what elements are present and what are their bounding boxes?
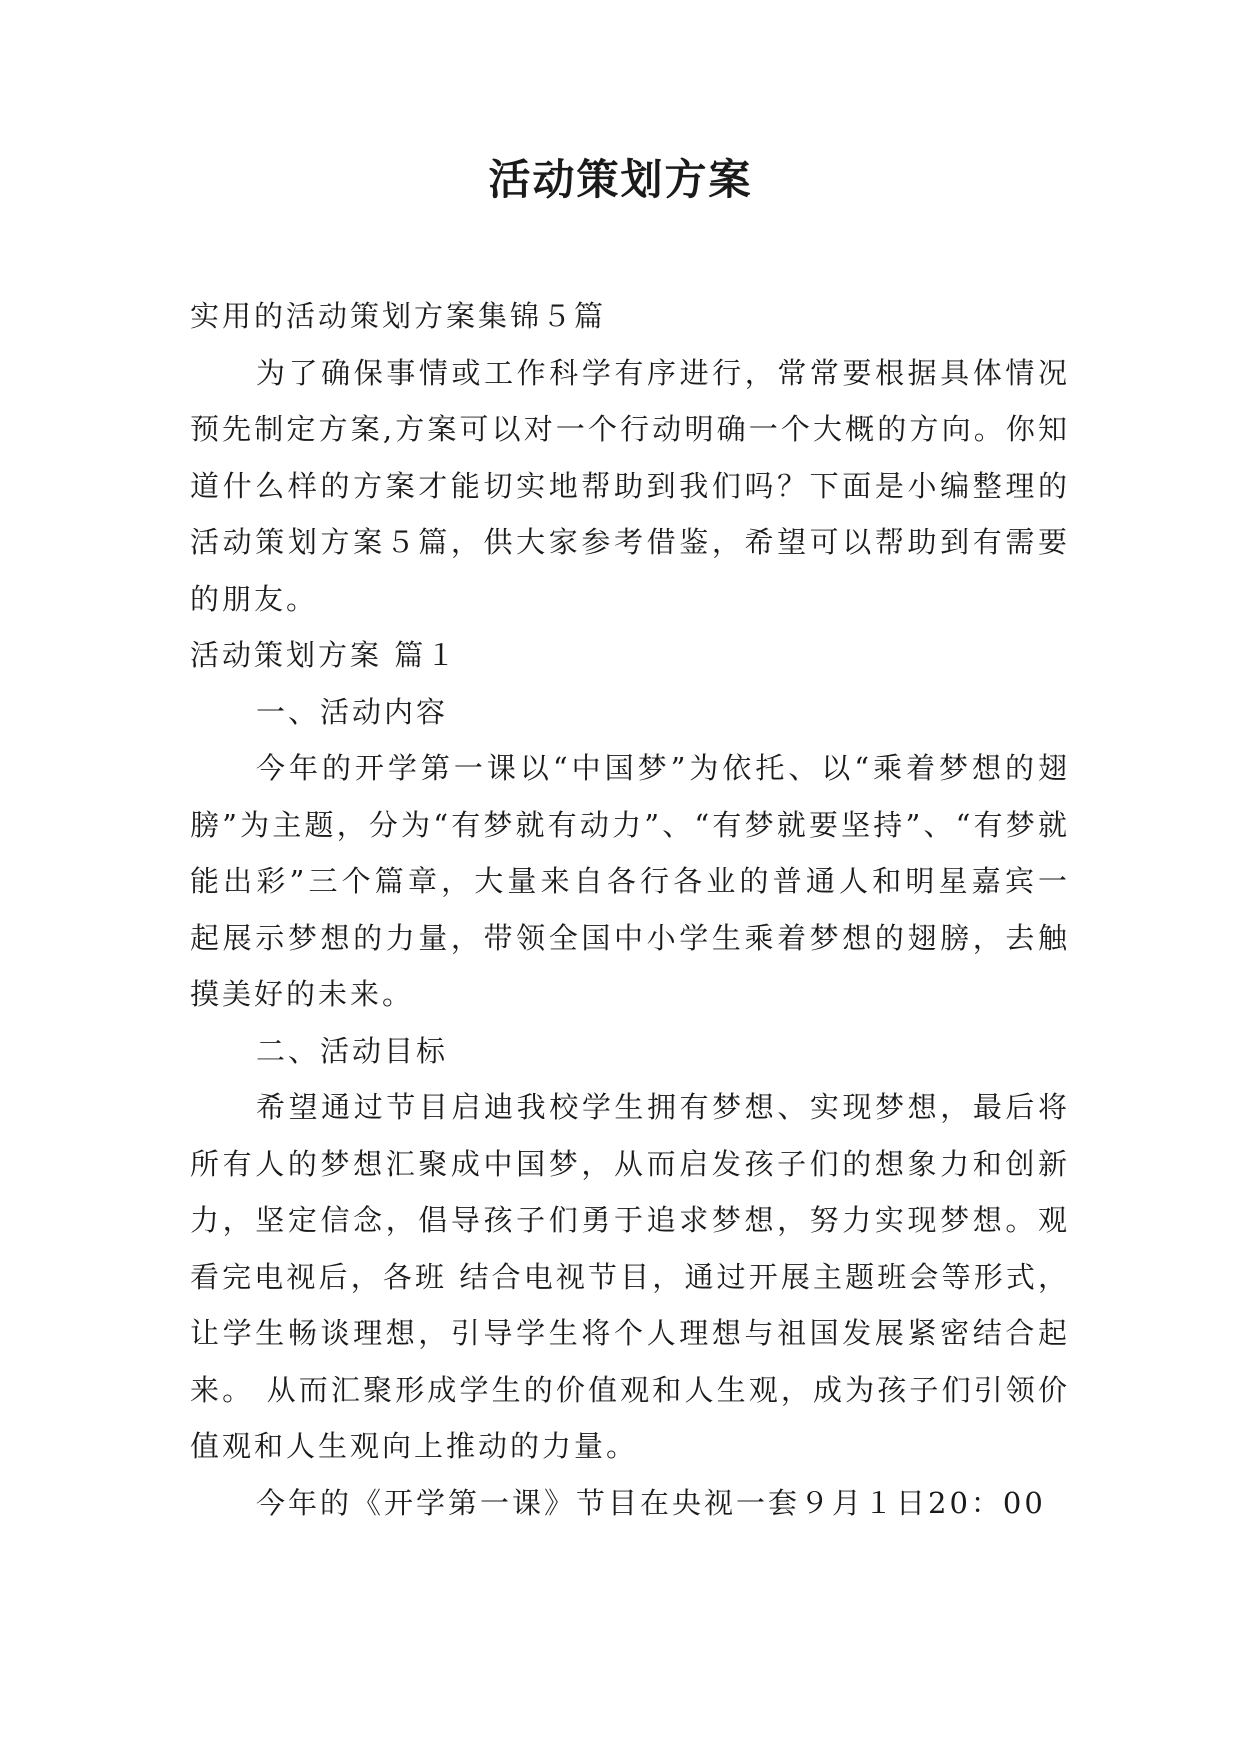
section-heading: 活动策划方案 篇１ — [190, 638, 459, 672]
intro-paragraph: 为了确保事情或工作科学有序进行，常常要根据具体情况预先制定方案,方案可以对一个行动明确一个大概的方向。你知道什么样的方案才能切实地帮助到我们吗？下面是小编整理的活动策划方案５篇，供大家参考借鉴，希望可以帮助到有需要的朋友。 — [190, 355, 1070, 616]
part1-heading: 一、活动内容 — [256, 694, 449, 729]
part1-paragraph: 今年的开学第一课以“中国梦”为依托、以“乘着梦想的翅膀”为主题，分为“有梦就有动力”、“有梦就要坚持”、“有梦就能出彩”三个篇章，大量来自各行各业的普通人和明星嘉宾一起展示梦想的力量，带领全国中小学生乘着梦想的翅膀，去触摸美好的未来。 — [190, 751, 1070, 1011]
part2-paragraph: 希望通过节目启迪我校学生拥有梦想、实现梦想，最后将所有人的梦想汇聚成中国梦，从而启发孩子们的想象力和创新力，坚定信念，倡导孩子们勇于追求梦想，努力实现梦想。观看完电视后，各班 结合电视节目，通过开展主题班会等形式，让学生畅谈理想，引导学生将个人理想与祖国发展紧密结合起来。 从而汇聚形成学生的价值观和人生观，成为孩子们引领价值观和人生观向上推动的力量。 — [190, 1090, 1070, 1463]
part2-heading: 二、活动目标 — [256, 1033, 449, 1068]
document-subtitle: 实用的活动策划方案集锦５篇 — [190, 299, 607, 333]
page-title: 活动策划方案 — [488, 155, 753, 204]
document-body — [190, 288, 1070, 1531]
part3-paragraph: 今年的《开学第一课》节目在央视一套９月１日20：00 — [256, 1485, 1046, 1520]
